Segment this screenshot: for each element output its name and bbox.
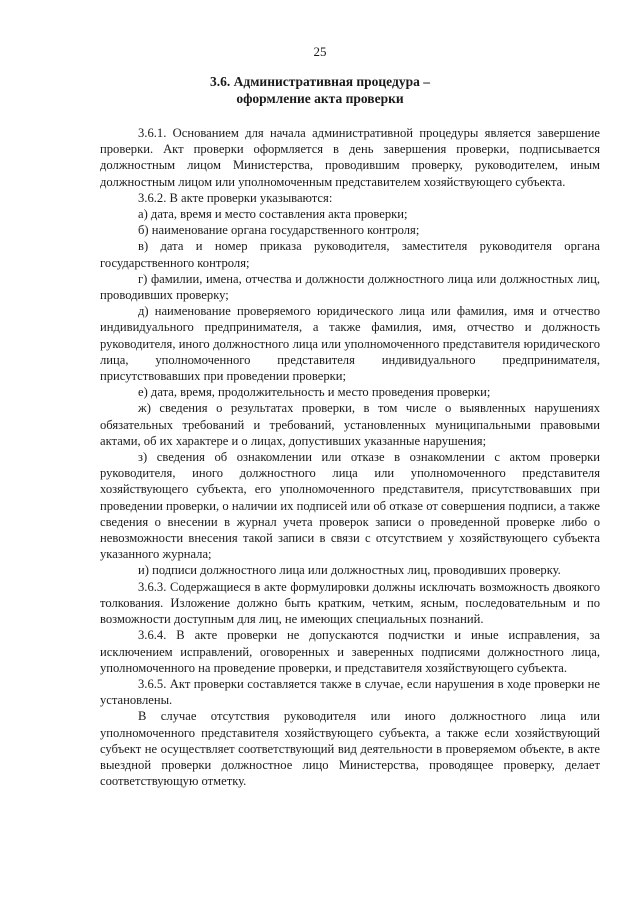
list-item-a: а) дата, время и место составления акта проверки; — [138, 207, 408, 222]
list-item-g: г) фамилии, имена, отчества и должности должностного лица или должностных лиц, проводивших проверку; — [100, 271, 600, 303]
paragraph-3-6-5: 3.6.5. Акт проверки составляется также в случае, если нарушения в ходе проверки не установлены. — [100, 676, 600, 708]
section-title — [0, 73, 640, 107]
list-item-i: и) подписи должностного лица или должностных лиц, проводивших проверку. — [138, 563, 561, 578]
page-number: 25 — [313, 44, 327, 59]
list-item-e: е) дата, время, продолжительность и место проведения проверки; — [138, 385, 491, 400]
paragraph-3-6-2: 3.6.2. В акте проверки указываются: — [138, 190, 333, 205]
paragraph-3-6-4: 3.6.4. В акте проверки не допускаются подчистки и иные исправления, за исключением исправлений, оговоренных и заверенных подписями должностного лица, уполномоченного на проведение проверки, и представителя хозяйствующего субъекта. — [100, 628, 600, 675]
paragraph-3-6-1: 3.6.1. Основанием для начала административной процедуры является завершение проверки. Акт проверки оформляется в день завершения проверки, подписывается должностным лицом Министерства, проводившим проверку, руководителем, иным должностным лицом или уполномоченным представителем хозяйствующего субъекта. — [100, 126, 600, 189]
list-item-b: б) наименование органа государственного контроля; — [138, 223, 420, 238]
list-item-zh: ж) сведения о результатах проверки, в том числе о выявленных нарушениях обязательных требований и требований, установленных муниципальными правовыми актами, об их характере и о лицах, допустивших указанные нарушения; — [100, 401, 600, 448]
section-title-line-2: оформление акта проверки — [236, 91, 404, 106]
paragraph-3-6-3: 3.6.3. Содержащиеся в акте формулировки должны исключать возможность двоякого толкования. Изложение должно быть кратким, четким, ясным, последовательным и по возможности доступным для лиц, не имеющих специальных познаний. — [100, 579, 600, 627]
section-title-line-1: 3.6. Административная процедура – — [210, 74, 430, 89]
paragraph-absence-note: В случае отсутствия руководителя или иного должностного лица или уполномоченного представителя хозяйствующего субъекта, а также если хозяйствующий субъект не осуществляет соответствующий вид деятельности в проверяемом объекте, в акте выездной проверки должностное лицо Министерства, проводящее проверку, делает соответствующую отметку. — [100, 709, 600, 789]
list-item-z: з) сведения об ознакомлении или отказе в ознакомлении с актом проверки руководителя, иного должностного лица или уполномоченного представителя хозяйствующего субъекта, его уполномоченного представителя, присутствовавших при проведении проверки, о наличии их подписей или об отказе от совершения подписи, а также сведения о внесении в журнал учета проверок записи о проведенной проверке либо о невозможности внесения такой записи в связи с отсутствием у хозяйствующего субъекта указанного журнала; — [100, 450, 600, 562]
list-item-v: в) дата и номер приказа руководителя, заместителя руководителя органа государственного контроля; — [100, 239, 600, 270]
list-item-d: д) наименование проверяемого юридического лица или фамилия, имя и отчество индивидуального предпринимателя, а также фамилия, имя, отчество и должность руководителя, иного должностного лица или уполномоченного представителя юридического лица, уполномоченного представителя индивидуального предпринимателя, присутствовавших при проведении проверки; — [100, 304, 600, 384]
document-body — [100, 125, 600, 789]
